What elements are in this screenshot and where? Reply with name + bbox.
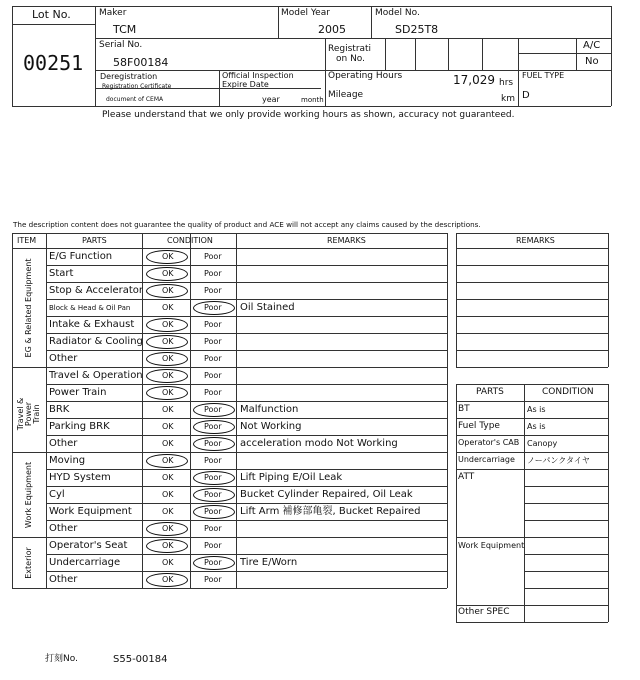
part-name: Parking BRK [49, 421, 110, 432]
lot-number: 00251 [23, 51, 84, 75]
poor-option: Poor [204, 388, 222, 397]
part-name: Cyl [49, 489, 65, 500]
part-name: Radiator & Cooling [49, 336, 143, 347]
ok-selected-circle [146, 335, 188, 349]
poor-option: Poor [204, 337, 222, 346]
part-name: Other [49, 523, 78, 534]
model-year-value: 2005 [318, 23, 346, 36]
part-name: Moving [49, 455, 86, 466]
column-header-remarks: REMARKS [327, 236, 366, 245]
ok-selected-circle [146, 539, 188, 553]
serial-label: Serial No. [99, 40, 143, 50]
ok-option: OK [162, 456, 174, 465]
ac-label: A/C [583, 40, 601, 51]
operating-hours-value: 17,029 [453, 73, 495, 87]
ok-selected-circle [146, 573, 188, 587]
mileage-label: Mileage [328, 90, 364, 100]
ok-option: OK [162, 558, 174, 567]
work-equipment-label: Work Equipment [458, 541, 525, 550]
poor-selected-circle [193, 301, 235, 315]
poor-option: Poor [204, 490, 222, 499]
poor-option: Poor [204, 422, 222, 431]
poor-selected-circle [193, 505, 235, 519]
group-label: Exterior [24, 546, 33, 579]
remark-text: Tire E/Worn [240, 557, 298, 568]
inspection-label: Official Inspection [222, 71, 294, 80]
part-name: Travel & Operation [49, 370, 143, 381]
parts-row-name: BT [458, 404, 470, 414]
ok-option: OK [162, 507, 174, 516]
poor-option: Poor [204, 303, 222, 312]
parts-row-name: ATT [458, 472, 475, 482]
hours-notice: Please understand that we only provide working hours as shown, accuracy not guaranteed. [102, 110, 515, 120]
poor-selected-circle [193, 471, 235, 485]
part-name: Block & Head & Oil Pan [49, 304, 131, 312]
ok-option: OK [162, 524, 174, 533]
part-name: Start [49, 268, 74, 279]
poor-option: Poor [204, 252, 222, 261]
part-name: Power Train [49, 387, 107, 398]
poor-option: Poor [204, 541, 222, 550]
part-name: Operator's Seat [49, 540, 128, 551]
fuel-type-label: FUEL TYPE [522, 71, 565, 80]
ok-option: OK [162, 405, 174, 414]
model-no-label: Model No. [375, 8, 420, 18]
table-row [46, 452, 447, 469]
poor-option: Poor [204, 354, 222, 363]
remark-text: Bucket Cylinder Repaired, Oil Leak [240, 489, 413, 500]
ok-selected-circle [146, 522, 188, 536]
parts-row-condition: ノーパンクタイヤ [527, 456, 590, 465]
parts-row-condition: As is [527, 405, 546, 414]
parts-table-parts-header: PARTS [476, 387, 504, 397]
table-row [46, 350, 447, 367]
other-spec-label: Other SPEC [458, 607, 510, 617]
column-header-parts: PARTS [82, 236, 107, 245]
maker-label: Maker [99, 8, 127, 18]
ok-option: OK [162, 320, 174, 329]
ok-option: OK [162, 286, 174, 295]
poor-option: Poor [204, 269, 222, 278]
km-unit: km [501, 94, 515, 104]
poor-option: Poor [204, 575, 222, 584]
column-header-condition: CONDITION [167, 236, 213, 245]
lot-label: Lot No. [32, 8, 71, 21]
part-name: Undercarriage [49, 557, 121, 568]
ok-option: OK [162, 337, 174, 346]
poor-option: Poor [204, 456, 222, 465]
poor-option: Poor [204, 405, 222, 414]
part-name: Stop & Accelerator [49, 285, 144, 296]
ok-selected-circle [146, 352, 188, 366]
part-name: HYD System [49, 472, 111, 483]
table-row [46, 265, 447, 282]
poor-selected-circle [193, 420, 235, 434]
parts-row-condition: Canopy [527, 439, 558, 448]
ok-selected-circle [146, 386, 188, 400]
group-label: Travel & Power Train [16, 397, 41, 430]
disclaimer: The description content does not guarantee the quality of product and ACE will not accept any claims caused by the descriptions. [13, 220, 481, 229]
parts-row-condition: As is [527, 422, 546, 431]
registration-label: Registrati [328, 44, 372, 54]
inspection-label-2: Expire Date [222, 80, 269, 89]
hrs-unit: hrs [499, 78, 514, 88]
ok-option: OK [162, 439, 174, 448]
poor-selected-circle [193, 488, 235, 502]
maker-value: TCM [113, 23, 137, 36]
ok-option: OK [162, 422, 174, 431]
month-label: month [301, 96, 324, 104]
ok-option: OK [162, 541, 174, 550]
part-name: E/G Function [49, 251, 113, 262]
parts-row-name: Fuel Type [458, 421, 500, 431]
model-year-label: Model Year [281, 8, 330, 18]
ok-option: OK [162, 303, 174, 312]
ok-option: OK [162, 473, 174, 482]
ok-option: OK [162, 371, 174, 380]
remark-text: acceleration modo Not Working [240, 438, 398, 449]
ok-selected-circle [146, 267, 188, 281]
parts-table-condition-header: CONDITION [542, 387, 594, 397]
part-name: Intake & Exhaust [49, 319, 135, 330]
remark-text: Lift Piping E/Oil Leak [240, 472, 343, 483]
stamp-number: S55-00184 [113, 654, 168, 665]
part-name: Other [49, 438, 78, 449]
parts-row-name: Undercarriage [458, 455, 515, 464]
cema-label: document of CEMA [106, 96, 164, 103]
ok-option: OK [162, 354, 174, 363]
year-label: year [262, 95, 280, 104]
remark-text: Lift Arm 補修部亀裂, Bucket Repaired [240, 506, 421, 517]
group-label: Work Equipment [24, 461, 33, 528]
poor-selected-circle [193, 437, 235, 451]
remark-text: Malfunction [240, 404, 299, 415]
ok-selected-circle [146, 318, 188, 332]
poor-option: Poor [204, 524, 222, 533]
ok-option: OK [162, 388, 174, 397]
poor-option: Poor [204, 473, 222, 482]
model-no-value: SD25T8 [395, 23, 439, 36]
poor-option: Poor [204, 320, 222, 329]
column-header-item: ITEM [17, 236, 37, 245]
serial-value: 58F00184 [113, 56, 169, 69]
poor-option: Poor [204, 507, 222, 516]
poor-option: Poor [204, 439, 222, 448]
part-name: BRK [49, 404, 70, 415]
parts-row-name: Operator's CAB [458, 438, 520, 447]
ok-option: OK [162, 490, 174, 499]
remarks-box-title: REMARKS [516, 236, 555, 245]
ok-selected-circle [146, 284, 188, 298]
table-row [46, 571, 447, 588]
ac-value: No [585, 56, 599, 67]
deregistration-label: Deregistration [100, 72, 158, 81]
poor-selected-circle [193, 403, 235, 417]
fuel-type-value: D [522, 90, 530, 101]
part-name: Other [49, 574, 78, 585]
ok-selected-circle [146, 454, 188, 468]
ok-selected-circle [146, 250, 188, 264]
ok-option: OK [162, 252, 174, 261]
part-name: Work Equipment [49, 506, 132, 517]
part-name: Other [49, 353, 78, 364]
poor-option: Poor [204, 558, 222, 567]
remark-text: Oil Stained [240, 302, 295, 313]
registration-label-2: on No. [336, 54, 366, 64]
group-label: EG & Related Equipment [24, 258, 33, 357]
poor-option: Poor [204, 286, 222, 295]
table-row [46, 520, 447, 537]
registration-certificate-label: Registration Certificate [102, 83, 172, 90]
stamp-label: 打刻No. [45, 654, 78, 664]
ok-option: OK [162, 269, 174, 278]
ok-selected-circle [146, 369, 188, 383]
poor-selected-circle [193, 556, 235, 570]
remark-text: Not Working [240, 421, 302, 432]
ok-option: OK [162, 575, 174, 584]
poor-option: Poor [204, 371, 222, 380]
operating-hours-label: Operating Hours [328, 71, 403, 81]
